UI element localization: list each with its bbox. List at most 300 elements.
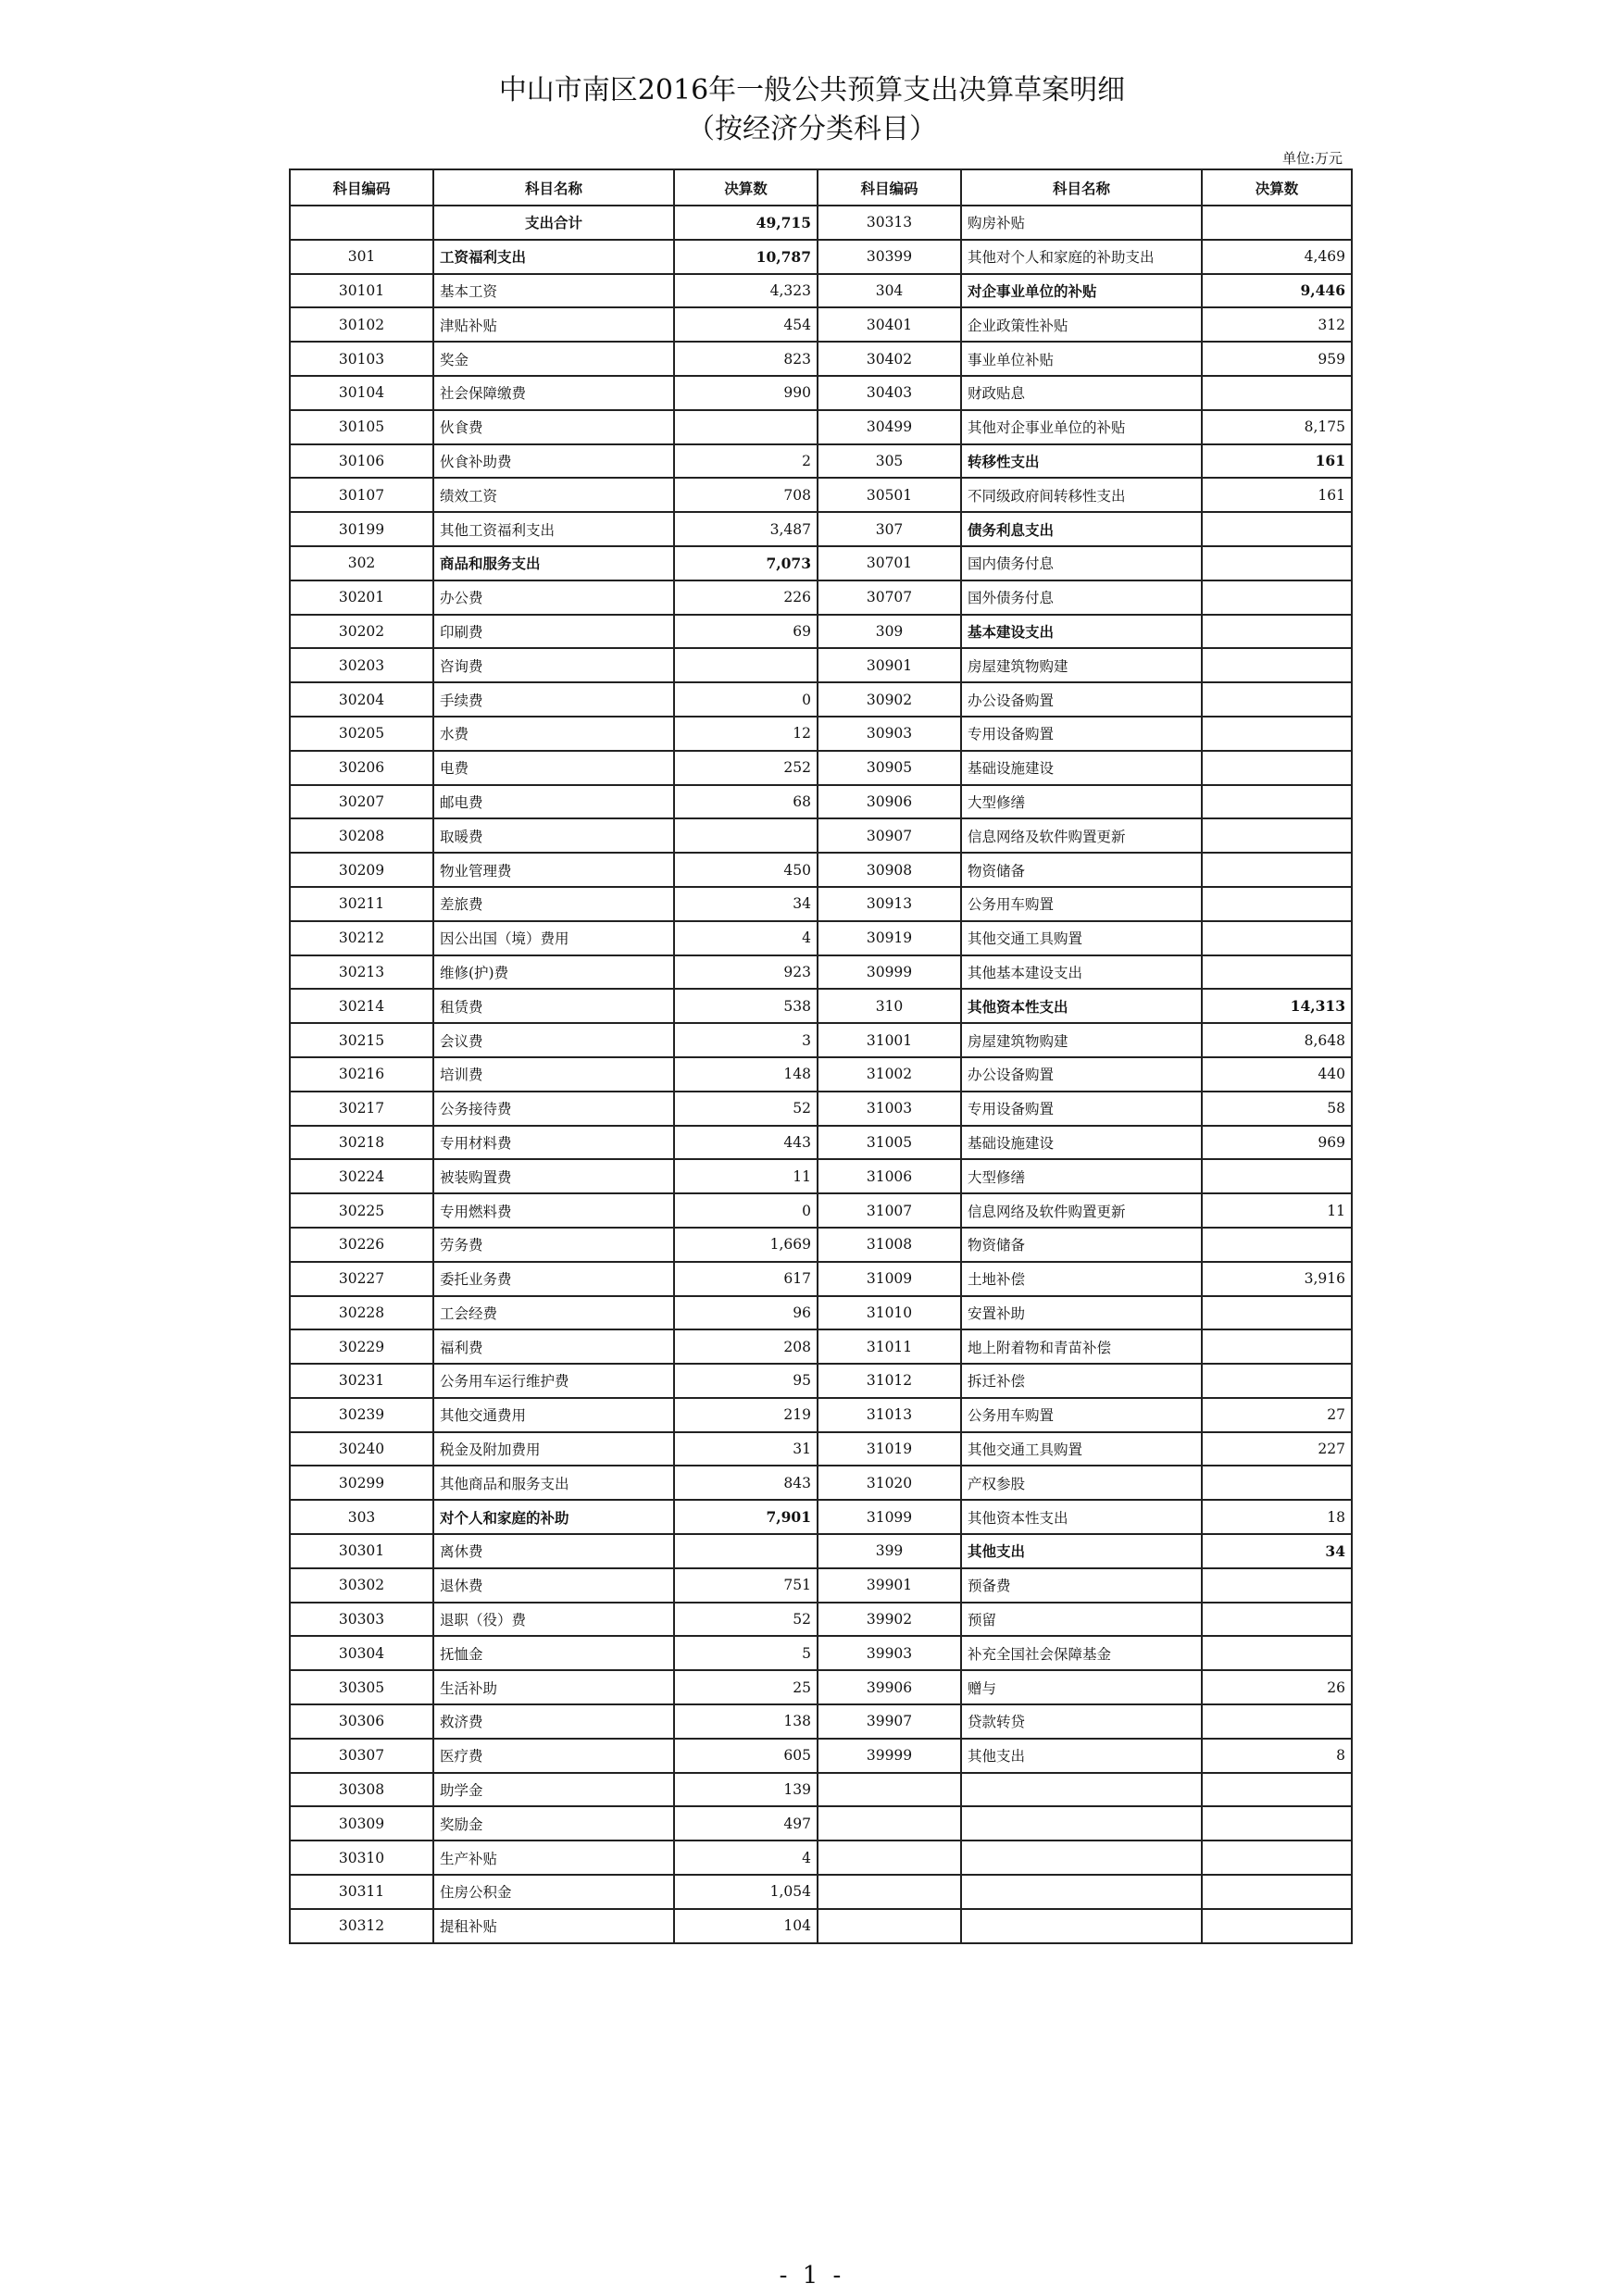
right-code-cell: 39902 (818, 1603, 961, 1637)
left-code-cell: 30309 (290, 1806, 433, 1841)
right-amount-cell (1202, 1296, 1352, 1330)
left-name-cell: 培训费 (433, 1057, 674, 1092)
right-name-cell: 安置补助 (961, 1296, 1202, 1330)
left-name-cell: 奖励金 (433, 1806, 674, 1841)
left-amount-cell: 617 (674, 1262, 818, 1296)
left-name-cell: 咨询费 (433, 648, 674, 682)
left-name-cell: 福利费 (433, 1329, 674, 1364)
right-amount-cell (1202, 1841, 1352, 1875)
table-row (290, 1364, 1352, 1398)
left-amount-cell (674, 818, 818, 853)
left-name-cell: 会议费 (433, 1023, 674, 1057)
left-amount-cell (674, 410, 818, 444)
left-code-cell: 30105 (290, 410, 433, 444)
left-name-cell: 医疗费 (433, 1739, 674, 1773)
table-row (290, 921, 1352, 955)
right-code-cell: 39999 (818, 1739, 961, 1773)
left-code-cell: 30299 (290, 1466, 433, 1500)
right-code-cell: 30913 (818, 887, 961, 921)
left-amount-cell: 11 (674, 1159, 818, 1193)
left-name-cell: 救济费 (433, 1704, 674, 1739)
right-amount-cell (1202, 1329, 1352, 1364)
table-row (290, 307, 1352, 342)
right-name-cell: 大型修缮 (961, 1159, 1202, 1193)
left-code-cell: 30202 (290, 615, 433, 649)
table-row (290, 1500, 1352, 1534)
left-name-cell: 助学金 (433, 1773, 674, 1807)
table-row (290, 1670, 1352, 1704)
right-amount-cell: 58 (1202, 1092, 1352, 1126)
left-amount-cell: 139 (674, 1773, 818, 1807)
right-code-cell: 39907 (818, 1704, 961, 1739)
left-amount-cell: 3,487 (674, 512, 818, 546)
right-amount-cell: 8 (1202, 1739, 1352, 1773)
right-code-cell: 30499 (818, 410, 961, 444)
left-amount-cell: 708 (674, 478, 818, 512)
right-name-cell: 预备费 (961, 1568, 1202, 1603)
right-name-cell: 赠与 (961, 1670, 1202, 1704)
right-amount-cell (1202, 580, 1352, 615)
left-name-cell: 维修(护)费 (433, 955, 674, 990)
left-code-cell: 30206 (290, 751, 433, 785)
left-code-cell: 30209 (290, 853, 433, 887)
left-code-cell (290, 206, 433, 240)
right-amount-cell: 18 (1202, 1500, 1352, 1534)
left-name-cell: 税金及附加费用 (433, 1432, 674, 1466)
table-row (290, 1057, 1352, 1092)
table-row (290, 751, 1352, 785)
table-row (290, 1704, 1352, 1739)
table-row (290, 1534, 1352, 1568)
left-amount-cell: 10,787 (674, 240, 818, 274)
right-code-cell: 31010 (818, 1296, 961, 1330)
left-amount-cell: 538 (674, 989, 818, 1023)
right-name-cell: 大型修缮 (961, 785, 1202, 819)
right-name-cell: 房屋建筑物购建 (961, 648, 1202, 682)
left-amount-cell (674, 648, 818, 682)
table-row (290, 1466, 1352, 1500)
right-name-cell: 其他对个人和家庭的补助支出 (961, 240, 1202, 274)
right-name-cell: 事业单位补贴 (961, 342, 1202, 376)
left-amount-cell: 31 (674, 1432, 818, 1466)
table-row (290, 206, 1352, 240)
right-code-cell: 30903 (818, 717, 961, 751)
table-row (290, 1636, 1352, 1670)
table-row (290, 410, 1352, 444)
left-name-cell: 手续费 (433, 682, 674, 717)
left-name-cell: 伙食费 (433, 410, 674, 444)
left-code-cell: 30311 (290, 1875, 433, 1909)
right-amount-cell: 14,313 (1202, 989, 1352, 1023)
table-row (290, 376, 1352, 410)
right-name-cell (961, 1806, 1202, 1841)
right-amount-cell (1202, 1228, 1352, 1262)
left-amount-cell: 751 (674, 1568, 818, 1603)
right-name-cell: 办公设备购置 (961, 1057, 1202, 1092)
table-row (290, 853, 1352, 887)
left-name-cell: 其他工资福利支出 (433, 512, 674, 546)
right-code-cell: 30905 (818, 751, 961, 785)
table-row (290, 240, 1352, 274)
right-name-cell: 其他交通工具购置 (961, 1432, 1202, 1466)
left-code-cell: 30218 (290, 1126, 433, 1160)
table-row (290, 1603, 1352, 1637)
header-left-code: 科目编码 (290, 169, 433, 206)
right-code-cell (818, 1806, 961, 1841)
left-code-cell: 30212 (290, 921, 433, 955)
right-code-cell: 39903 (818, 1636, 961, 1670)
left-amount-cell: 450 (674, 853, 818, 887)
left-name-cell: 专用材料费 (433, 1126, 674, 1160)
right-name-cell: 债务利息支出 (961, 512, 1202, 546)
right-amount-cell (1202, 682, 1352, 717)
header-right-name: 科目名称 (961, 169, 1202, 206)
left-code-cell: 30301 (290, 1534, 433, 1568)
right-name-cell: 拆迁补偿 (961, 1364, 1202, 1398)
right-name-cell: 其他资本性支出 (961, 1500, 1202, 1534)
right-code-cell: 31006 (818, 1159, 961, 1193)
table-row (290, 1092, 1352, 1126)
right-name-cell: 地上附着物和青苗补偿 (961, 1329, 1202, 1364)
left-code-cell: 30217 (290, 1092, 433, 1126)
table-row (290, 342, 1352, 376)
right-amount-cell: 161 (1202, 478, 1352, 512)
left-code-cell: 30208 (290, 818, 433, 853)
left-name-cell: 工会经费 (433, 1296, 674, 1330)
right-amount-cell (1202, 853, 1352, 887)
table-row (290, 546, 1352, 580)
right-code-cell: 30902 (818, 682, 961, 717)
right-amount-cell (1202, 717, 1352, 751)
right-name-cell: 其他资本性支出 (961, 989, 1202, 1023)
right-name-cell: 国外债务付息 (961, 580, 1202, 615)
right-code-cell: 30907 (818, 818, 961, 853)
right-amount-cell: 312 (1202, 307, 1352, 342)
left-name-cell: 水费 (433, 717, 674, 751)
left-amount-cell: 69 (674, 615, 818, 649)
left-code-cell: 30213 (290, 955, 433, 990)
table-row (290, 1432, 1352, 1466)
right-code-cell: 30999 (818, 955, 961, 990)
left-code-cell: 30104 (290, 376, 433, 410)
left-amount-cell: 208 (674, 1329, 818, 1364)
right-amount-cell: 11 (1202, 1193, 1352, 1228)
table-row (290, 1739, 1352, 1773)
right-amount-cell (1202, 785, 1352, 819)
left-amount-cell: 68 (674, 785, 818, 819)
left-name-cell: 伙食补助费 (433, 444, 674, 479)
left-amount-cell: 990 (674, 376, 818, 410)
left-name-cell: 提租补贴 (433, 1909, 674, 1943)
left-amount-cell: 148 (674, 1057, 818, 1092)
right-name-cell (961, 1773, 1202, 1807)
right-code-cell: 30401 (818, 307, 961, 342)
right-amount-cell (1202, 818, 1352, 853)
left-code-cell: 30228 (290, 1296, 433, 1330)
right-code-cell: 30908 (818, 853, 961, 887)
right-code-cell: 30707 (818, 580, 961, 615)
right-name-cell: 购房补贴 (961, 206, 1202, 240)
left-code-cell: 30306 (290, 1704, 433, 1739)
table-row (290, 1228, 1352, 1262)
table-header-row (290, 169, 1352, 206)
left-code-cell: 30215 (290, 1023, 433, 1057)
right-name-cell: 专用设备购置 (961, 717, 1202, 751)
left-amount-cell: 12 (674, 717, 818, 751)
left-name-cell: 支出合计 (433, 206, 674, 240)
right-code-cell: 30501 (818, 478, 961, 512)
document-title: 中山市南区2016年一般公共预算支出决算草案明细 (498, 74, 1126, 106)
left-name-cell: 绩效工资 (433, 478, 674, 512)
left-name-cell: 生活补助 (433, 1670, 674, 1704)
left-name-cell: 取暖费 (433, 818, 674, 853)
right-amount-cell: 27 (1202, 1398, 1352, 1432)
table-row (290, 1398, 1352, 1432)
right-code-cell: 39906 (818, 1670, 961, 1704)
right-code-cell: 30402 (818, 342, 961, 376)
right-code-cell: 30919 (818, 921, 961, 955)
right-code-cell: 31005 (818, 1126, 961, 1160)
right-code-cell: 31008 (818, 1228, 961, 1262)
left-amount-cell: 34 (674, 887, 818, 921)
table-row (290, 444, 1352, 479)
table-row (290, 1296, 1352, 1330)
right-code-cell: 307 (818, 512, 961, 546)
table-row (290, 512, 1352, 546)
right-name-cell: 财政贴息 (961, 376, 1202, 410)
left-amount-cell: 1,054 (674, 1875, 818, 1909)
right-amount-cell (1202, 1773, 1352, 1807)
right-amount-cell (1202, 615, 1352, 649)
left-name-cell: 其他商品和服务支出 (433, 1466, 674, 1500)
left-code-cell: 30224 (290, 1159, 433, 1193)
right-code-cell: 30399 (818, 240, 961, 274)
table-row (290, 989, 1352, 1023)
right-amount-cell (1202, 1364, 1352, 1398)
left-code-cell: 30214 (290, 989, 433, 1023)
right-name-cell (961, 1909, 1202, 1943)
left-name-cell: 抚恤金 (433, 1636, 674, 1670)
table-row (290, 1909, 1352, 1943)
table-row (290, 717, 1352, 751)
right-name-cell: 信息网络及软件购置更新 (961, 818, 1202, 853)
right-code-cell (818, 1875, 961, 1909)
left-amount-cell: 7,073 (674, 546, 818, 580)
table-row (290, 615, 1352, 649)
left-amount-cell: 52 (674, 1092, 818, 1126)
table-row (290, 955, 1352, 990)
left-name-cell: 津贴补贴 (433, 307, 674, 342)
left-name-cell: 奖金 (433, 342, 674, 376)
header-left-name: 科目名称 (433, 169, 674, 206)
left-code-cell: 30239 (290, 1398, 433, 1432)
left-name-cell: 专用燃料费 (433, 1193, 674, 1228)
right-amount-cell (1202, 1466, 1352, 1500)
right-amount-cell: 26 (1202, 1670, 1352, 1704)
right-amount-cell: 9,446 (1202, 274, 1352, 308)
right-amount-cell: 8,175 (1202, 410, 1352, 444)
left-name-cell: 生产补贴 (433, 1841, 674, 1875)
left-amount-cell: 0 (674, 1193, 818, 1228)
page-number: - 1 - (779, 2262, 845, 2290)
right-amount-cell (1202, 1159, 1352, 1193)
right-name-cell: 其他交通工具购置 (961, 921, 1202, 955)
left-amount-cell: 443 (674, 1126, 818, 1160)
left-code-cell: 30204 (290, 682, 433, 717)
right-name-cell (961, 1875, 1202, 1909)
left-code-cell: 30103 (290, 342, 433, 376)
table-row (290, 1262, 1352, 1296)
right-amount-cell (1202, 376, 1352, 410)
left-code-cell: 30106 (290, 444, 433, 479)
right-name-cell: 信息网络及软件购置更新 (961, 1193, 1202, 1228)
left-amount-cell: 5 (674, 1636, 818, 1670)
table-row (290, 1023, 1352, 1057)
right-name-cell: 基本建设支出 (961, 615, 1202, 649)
table-row (290, 1329, 1352, 1364)
right-name-cell: 国内债务付息 (961, 546, 1202, 580)
left-amount-cell: 2 (674, 444, 818, 479)
table-row (290, 580, 1352, 615)
right-code-cell: 305 (818, 444, 961, 479)
left-name-cell: 差旅费 (433, 887, 674, 921)
document-subtitle: （按经济分类科目） (687, 113, 937, 145)
left-name-cell: 退休费 (433, 1568, 674, 1603)
table-row (290, 818, 1352, 853)
right-code-cell: 31020 (818, 1466, 961, 1500)
right-amount-cell (1202, 1875, 1352, 1909)
table-row (290, 1126, 1352, 1160)
left-code-cell: 30310 (290, 1841, 433, 1875)
right-name-cell: 公务用车购置 (961, 1398, 1202, 1432)
left-code-cell: 30229 (290, 1329, 433, 1364)
left-name-cell: 公务用车运行维护费 (433, 1364, 674, 1398)
table-row (290, 1875, 1352, 1909)
right-name-cell: 专用设备购置 (961, 1092, 1202, 1126)
right-name-cell: 土地补偿 (961, 1262, 1202, 1296)
right-name-cell: 基础设施建设 (961, 751, 1202, 785)
right-name-cell: 转移性支出 (961, 444, 1202, 479)
right-code-cell: 30901 (818, 648, 961, 682)
left-code-cell: 30211 (290, 887, 433, 921)
left-name-cell: 公务接待费 (433, 1092, 674, 1126)
table-row (290, 785, 1352, 819)
right-name-cell: 对企事业单位的补贴 (961, 274, 1202, 308)
left-amount-cell: 605 (674, 1739, 818, 1773)
right-amount-cell: 959 (1202, 342, 1352, 376)
left-amount-cell: 3 (674, 1023, 818, 1057)
right-name-cell: 不同级政府间转移性支出 (961, 478, 1202, 512)
right-code-cell: 304 (818, 274, 961, 308)
table-row (290, 1773, 1352, 1807)
left-code-cell: 30302 (290, 1568, 433, 1603)
left-code-cell: 30305 (290, 1670, 433, 1704)
left-amount-cell: 95 (674, 1364, 818, 1398)
right-name-cell: 企业政策性补贴 (961, 307, 1202, 342)
right-amount-cell (1202, 1636, 1352, 1670)
left-code-cell: 30199 (290, 512, 433, 546)
left-code-cell: 30231 (290, 1364, 433, 1398)
right-name-cell: 产权参股 (961, 1466, 1202, 1500)
right-amount-cell (1202, 1568, 1352, 1603)
right-code-cell: 31001 (818, 1023, 961, 1057)
left-amount-cell: 923 (674, 955, 818, 990)
left-code-cell: 30207 (290, 785, 433, 819)
left-amount-cell: 219 (674, 1398, 818, 1432)
left-amount-cell: 4 (674, 921, 818, 955)
right-code-cell (818, 1909, 961, 1943)
table-row (290, 1806, 1352, 1841)
left-name-cell: 离休费 (433, 1534, 674, 1568)
left-amount-cell: 226 (674, 580, 818, 615)
right-amount-cell: 969 (1202, 1126, 1352, 1160)
table-row (290, 1193, 1352, 1228)
right-name-cell (961, 1841, 1202, 1875)
left-name-cell: 印刷费 (433, 615, 674, 649)
left-code-cell: 30308 (290, 1773, 433, 1807)
left-name-cell: 社会保障缴费 (433, 376, 674, 410)
left-amount-cell: 843 (674, 1466, 818, 1500)
left-amount-cell: 49,715 (674, 206, 818, 240)
left-code-cell: 30312 (290, 1909, 433, 1943)
left-amount-cell: 7,901 (674, 1500, 818, 1534)
header-left-amount: 决算数 (674, 169, 818, 206)
right-name-cell: 其他支出 (961, 1739, 1202, 1773)
left-name-cell: 办公费 (433, 580, 674, 615)
left-code-cell: 30201 (290, 580, 433, 615)
left-code-cell: 302 (290, 546, 433, 580)
left-name-cell: 邮电费 (433, 785, 674, 819)
right-name-cell: 基础设施建设 (961, 1126, 1202, 1160)
right-code-cell: 399 (818, 1534, 961, 1568)
right-amount-cell: 440 (1202, 1057, 1352, 1092)
right-amount-cell: 161 (1202, 444, 1352, 479)
left-name-cell: 被装购置费 (433, 1159, 674, 1193)
right-amount-cell (1202, 955, 1352, 990)
header-right-code: 科目编码 (818, 169, 961, 206)
right-code-cell (818, 1841, 961, 1875)
left-name-cell: 因公出国（境）费用 (433, 921, 674, 955)
left-name-cell: 劳务费 (433, 1228, 674, 1262)
left-name-cell: 商品和服务支出 (433, 546, 674, 580)
left-name-cell: 其他交通费用 (433, 1398, 674, 1432)
left-code-cell: 30205 (290, 717, 433, 751)
table-row (290, 1841, 1352, 1875)
table-row (290, 1568, 1352, 1603)
right-code-cell (818, 1773, 961, 1807)
right-amount-cell: 3,916 (1202, 1262, 1352, 1296)
right-code-cell: 309 (818, 615, 961, 649)
left-name-cell: 住房公积金 (433, 1875, 674, 1909)
left-amount-cell: 4,323 (674, 274, 818, 308)
right-code-cell: 31002 (818, 1057, 961, 1092)
right-amount-cell: 4,469 (1202, 240, 1352, 274)
left-amount-cell: 823 (674, 342, 818, 376)
left-code-cell: 30303 (290, 1603, 433, 1637)
right-amount-cell: 34 (1202, 1534, 1352, 1568)
left-code-cell: 30240 (290, 1432, 433, 1466)
left-code-cell: 30203 (290, 648, 433, 682)
right-name-cell: 其他对企事业单位的补贴 (961, 410, 1202, 444)
table-row (290, 682, 1352, 717)
left-name-cell: 工资福利支出 (433, 240, 674, 274)
right-amount-cell (1202, 512, 1352, 546)
left-code-cell: 30101 (290, 274, 433, 308)
right-name-cell: 预留 (961, 1603, 1202, 1637)
right-amount-cell (1202, 751, 1352, 785)
table-row (290, 648, 1352, 682)
left-code-cell: 30307 (290, 1739, 433, 1773)
